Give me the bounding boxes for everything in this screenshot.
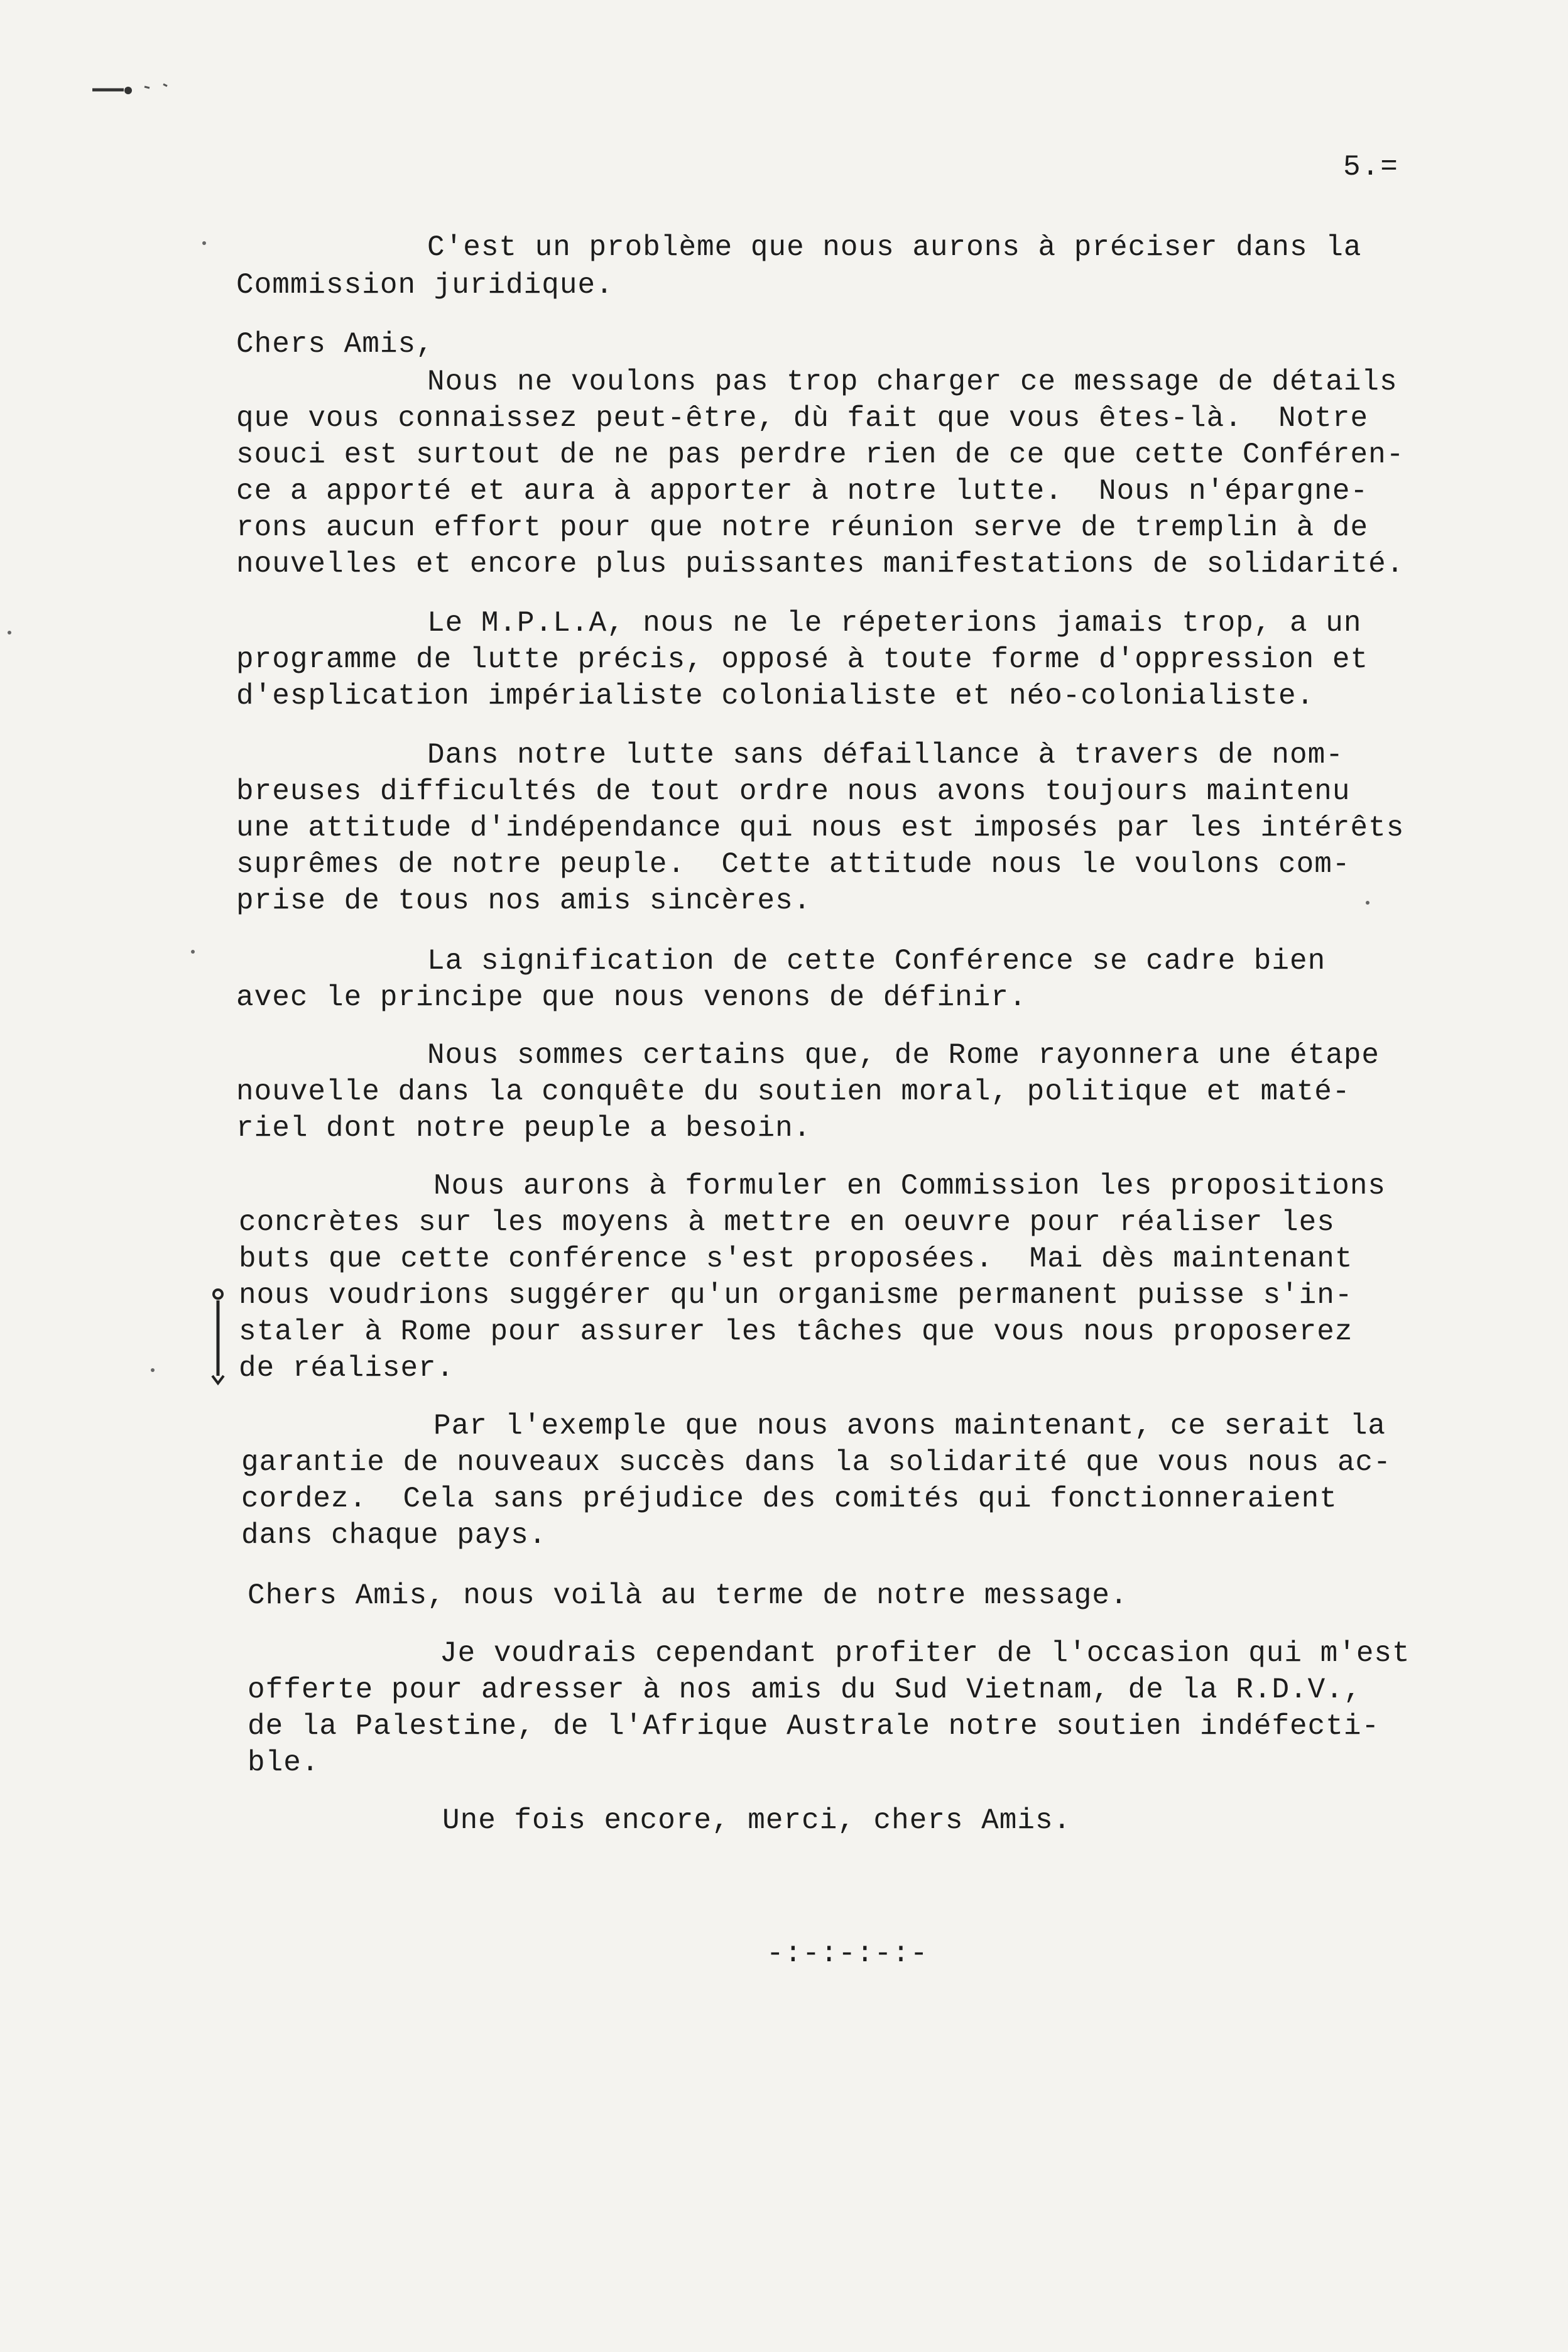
end-separator: -:-:-:-:- — [766, 1937, 928, 1970]
text-line: programme de lutte précis, opposé à toute forme d'oppression et — [236, 643, 1369, 676]
text-line: La signification de cette Conférence se cadre bien — [427, 945, 1326, 977]
text-line: ce a apporté et aura à apporter à notre lutte. Nous n'épargne- — [236, 475, 1369, 508]
margin-bracket-mark — [207, 1288, 229, 1386]
text-line: que vous connaissez peut-être, dù fait que vous êtes-là. Notre — [236, 402, 1369, 435]
text-line: nouvelles et encore plus puissantes manifestations de solidarité. — [236, 548, 1405, 580]
text-line: staler à Rome pour assurer les tâches que vous nous proposerez — [239, 1315, 1353, 1348]
text-line: une attitude d'indépendance qui nous est imposés par les intérêts — [236, 812, 1405, 844]
corner-ink-mark — [89, 80, 177, 99]
paper-speck — [1366, 901, 1369, 905]
text-line: ble. — [248, 1746, 320, 1779]
text-line: breuses difficultés de tout ordre nous avons toujours maintenu — [236, 775, 1351, 808]
text-line: nouvelle dans la conquête du soutien moral, politique et maté- — [236, 1075, 1351, 1108]
text-line: rons aucun effort pour que notre réunion serve de tremplin à de — [236, 511, 1369, 544]
text-line: riel dont notre peuple a besoin. — [236, 1112, 812, 1145]
text-line: prise de tous nos amis sincères. — [236, 885, 812, 917]
text-line: cordez. Cela sans préjudice des comités qui fonctionneraient — [241, 1483, 1337, 1515]
paper-speck — [8, 631, 11, 634]
text-line: Dans notre lutte sans défaillance à travers de nom- — [427, 739, 1344, 771]
text-line: buts que cette conférence s'est proposées. Mai dès maintenant — [239, 1243, 1353, 1275]
text-line: de la Palestine, de l'Afrique Australe notre soutien indéfecti- — [248, 1710, 1380, 1743]
text-line: nous voudrions suggérer qu'un organisme permanent puisse s'in- — [239, 1279, 1353, 1312]
text-line: concrètes sur les moyens à mettre en oeuvre pour réaliser les — [239, 1206, 1335, 1239]
text-line: garantie de nouveaux succès dans la solidarité que vous nous ac- — [241, 1446, 1391, 1479]
text-line: Par l'exemple que nous avons maintenant, ce serait la — [433, 1410, 1386, 1442]
text-line: Le M.P.L.A, nous ne le répeterions jamais trop, a un — [427, 607, 1362, 640]
text-line: souci est surtout de ne pas perdre rien de ce que cette Conféren- — [236, 438, 1405, 471]
text-line: de réaliser. — [239, 1352, 455, 1385]
text-line: C'est un problème que nous aurons à préciser dans la — [427, 231, 1362, 264]
text-line: d'esplication impérialiste colonialiste et néo-colonialiste. — [236, 680, 1315, 712]
text-line: Nous aurons à formuler en Commission les propositions — [433, 1170, 1386, 1202]
paper-speck — [202, 241, 206, 245]
page-number: 5.= — [1343, 151, 1399, 183]
paper-speck — [151, 1368, 155, 1372]
salutation: Chers Amis, — [236, 328, 434, 361]
text-line: dans chaque pays. — [241, 1519, 547, 1552]
paper-speck — [191, 950, 195, 954]
text-line: Commission juridique. — [236, 269, 614, 302]
text-line: Nous sommes certains que, de Rome rayonnera une étape — [427, 1039, 1380, 1072]
text-line: Je voudrais cependant profiter de l'occasion qui m'est — [440, 1637, 1410, 1670]
text-line: Chers Amis, nous voilà au terme de notre message. — [248, 1579, 1128, 1612]
text-line: offerte pour adresser à nos amis du Sud Vietnam, de la R.D.V., — [248, 1674, 1362, 1706]
closing-line: Une fois encore, merci, chers Amis. — [442, 1804, 1072, 1837]
text-line: suprêmes de notre peuple. Cette attitude nous le voulons com- — [236, 848, 1351, 881]
text-line: avec le principe que nous venons de définir. — [236, 981, 1027, 1014]
text-line: Nous ne voulons pas trop charger ce message de détails — [427, 366, 1398, 398]
